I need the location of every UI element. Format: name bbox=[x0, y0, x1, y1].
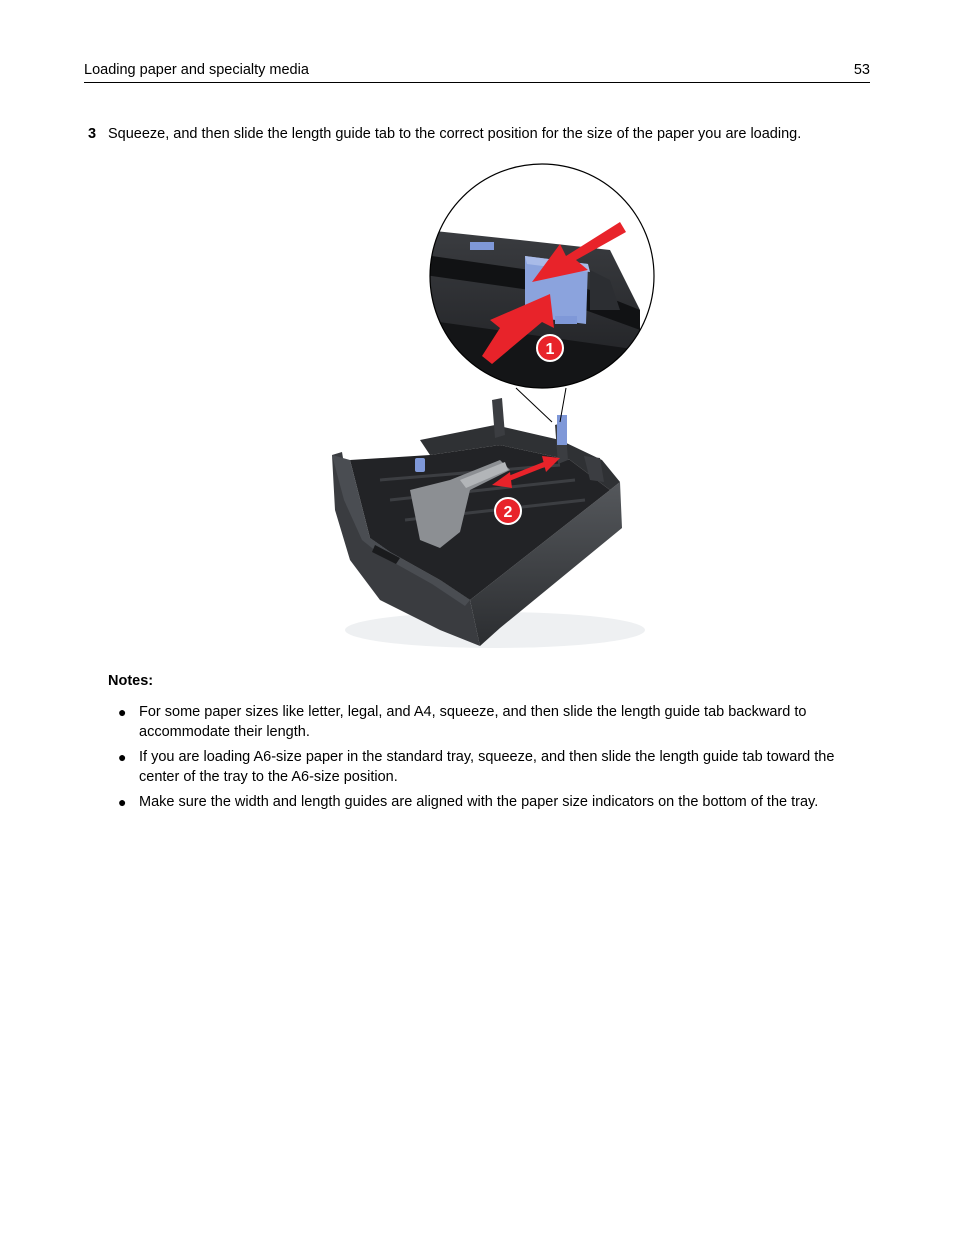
callout-1 bbox=[537, 335, 563, 361]
notes-list bbox=[108, 702, 873, 817]
list-item bbox=[108, 702, 873, 742]
page-number: 53 bbox=[853, 62, 870, 78]
tray-drawing bbox=[332, 398, 645, 648]
step-text: Squeeze, and then slide the length guide tab to the correct position for the size of the paper you are loading. bbox=[108, 126, 802, 142]
zoom-detail bbox=[420, 160, 665, 400]
notes-title: Notes: bbox=[108, 673, 154, 689]
header-title: Loading paper and specialty media bbox=[84, 62, 309, 78]
width-guide-tab bbox=[415, 458, 425, 472]
step-number: 3 bbox=[88, 126, 97, 142]
note-text: Make sure the width and length guides are aligned with the paper size indicators on the bottom of the tray. bbox=[139, 794, 819, 810]
bullet-icon: ● bbox=[118, 749, 127, 765]
callout-2 bbox=[495, 498, 521, 524]
callout-2-label: 2 bbox=[503, 504, 513, 521]
note-text: For some paper sizes like letter, legal, and A4, squeeze, and then slide the length guide tab backward to accommodate their length. bbox=[139, 704, 807, 740]
paper-tray-illustration bbox=[320, 160, 665, 652]
list-item bbox=[108, 747, 873, 787]
bullet-icon: ● bbox=[118, 704, 127, 720]
length-guide-tab bbox=[557, 415, 567, 445]
callout-1-label: 1 bbox=[545, 341, 555, 358]
bullet-icon: ● bbox=[118, 794, 127, 810]
list-item bbox=[108, 792, 873, 812]
page-header bbox=[84, 60, 870, 83]
step-instruction bbox=[88, 126, 801, 142]
note-text: If you are loading A6-size paper in the standard tray, squeeze, and then slide the length guide tab toward the center of the tray to the A6-size position. bbox=[139, 749, 835, 785]
